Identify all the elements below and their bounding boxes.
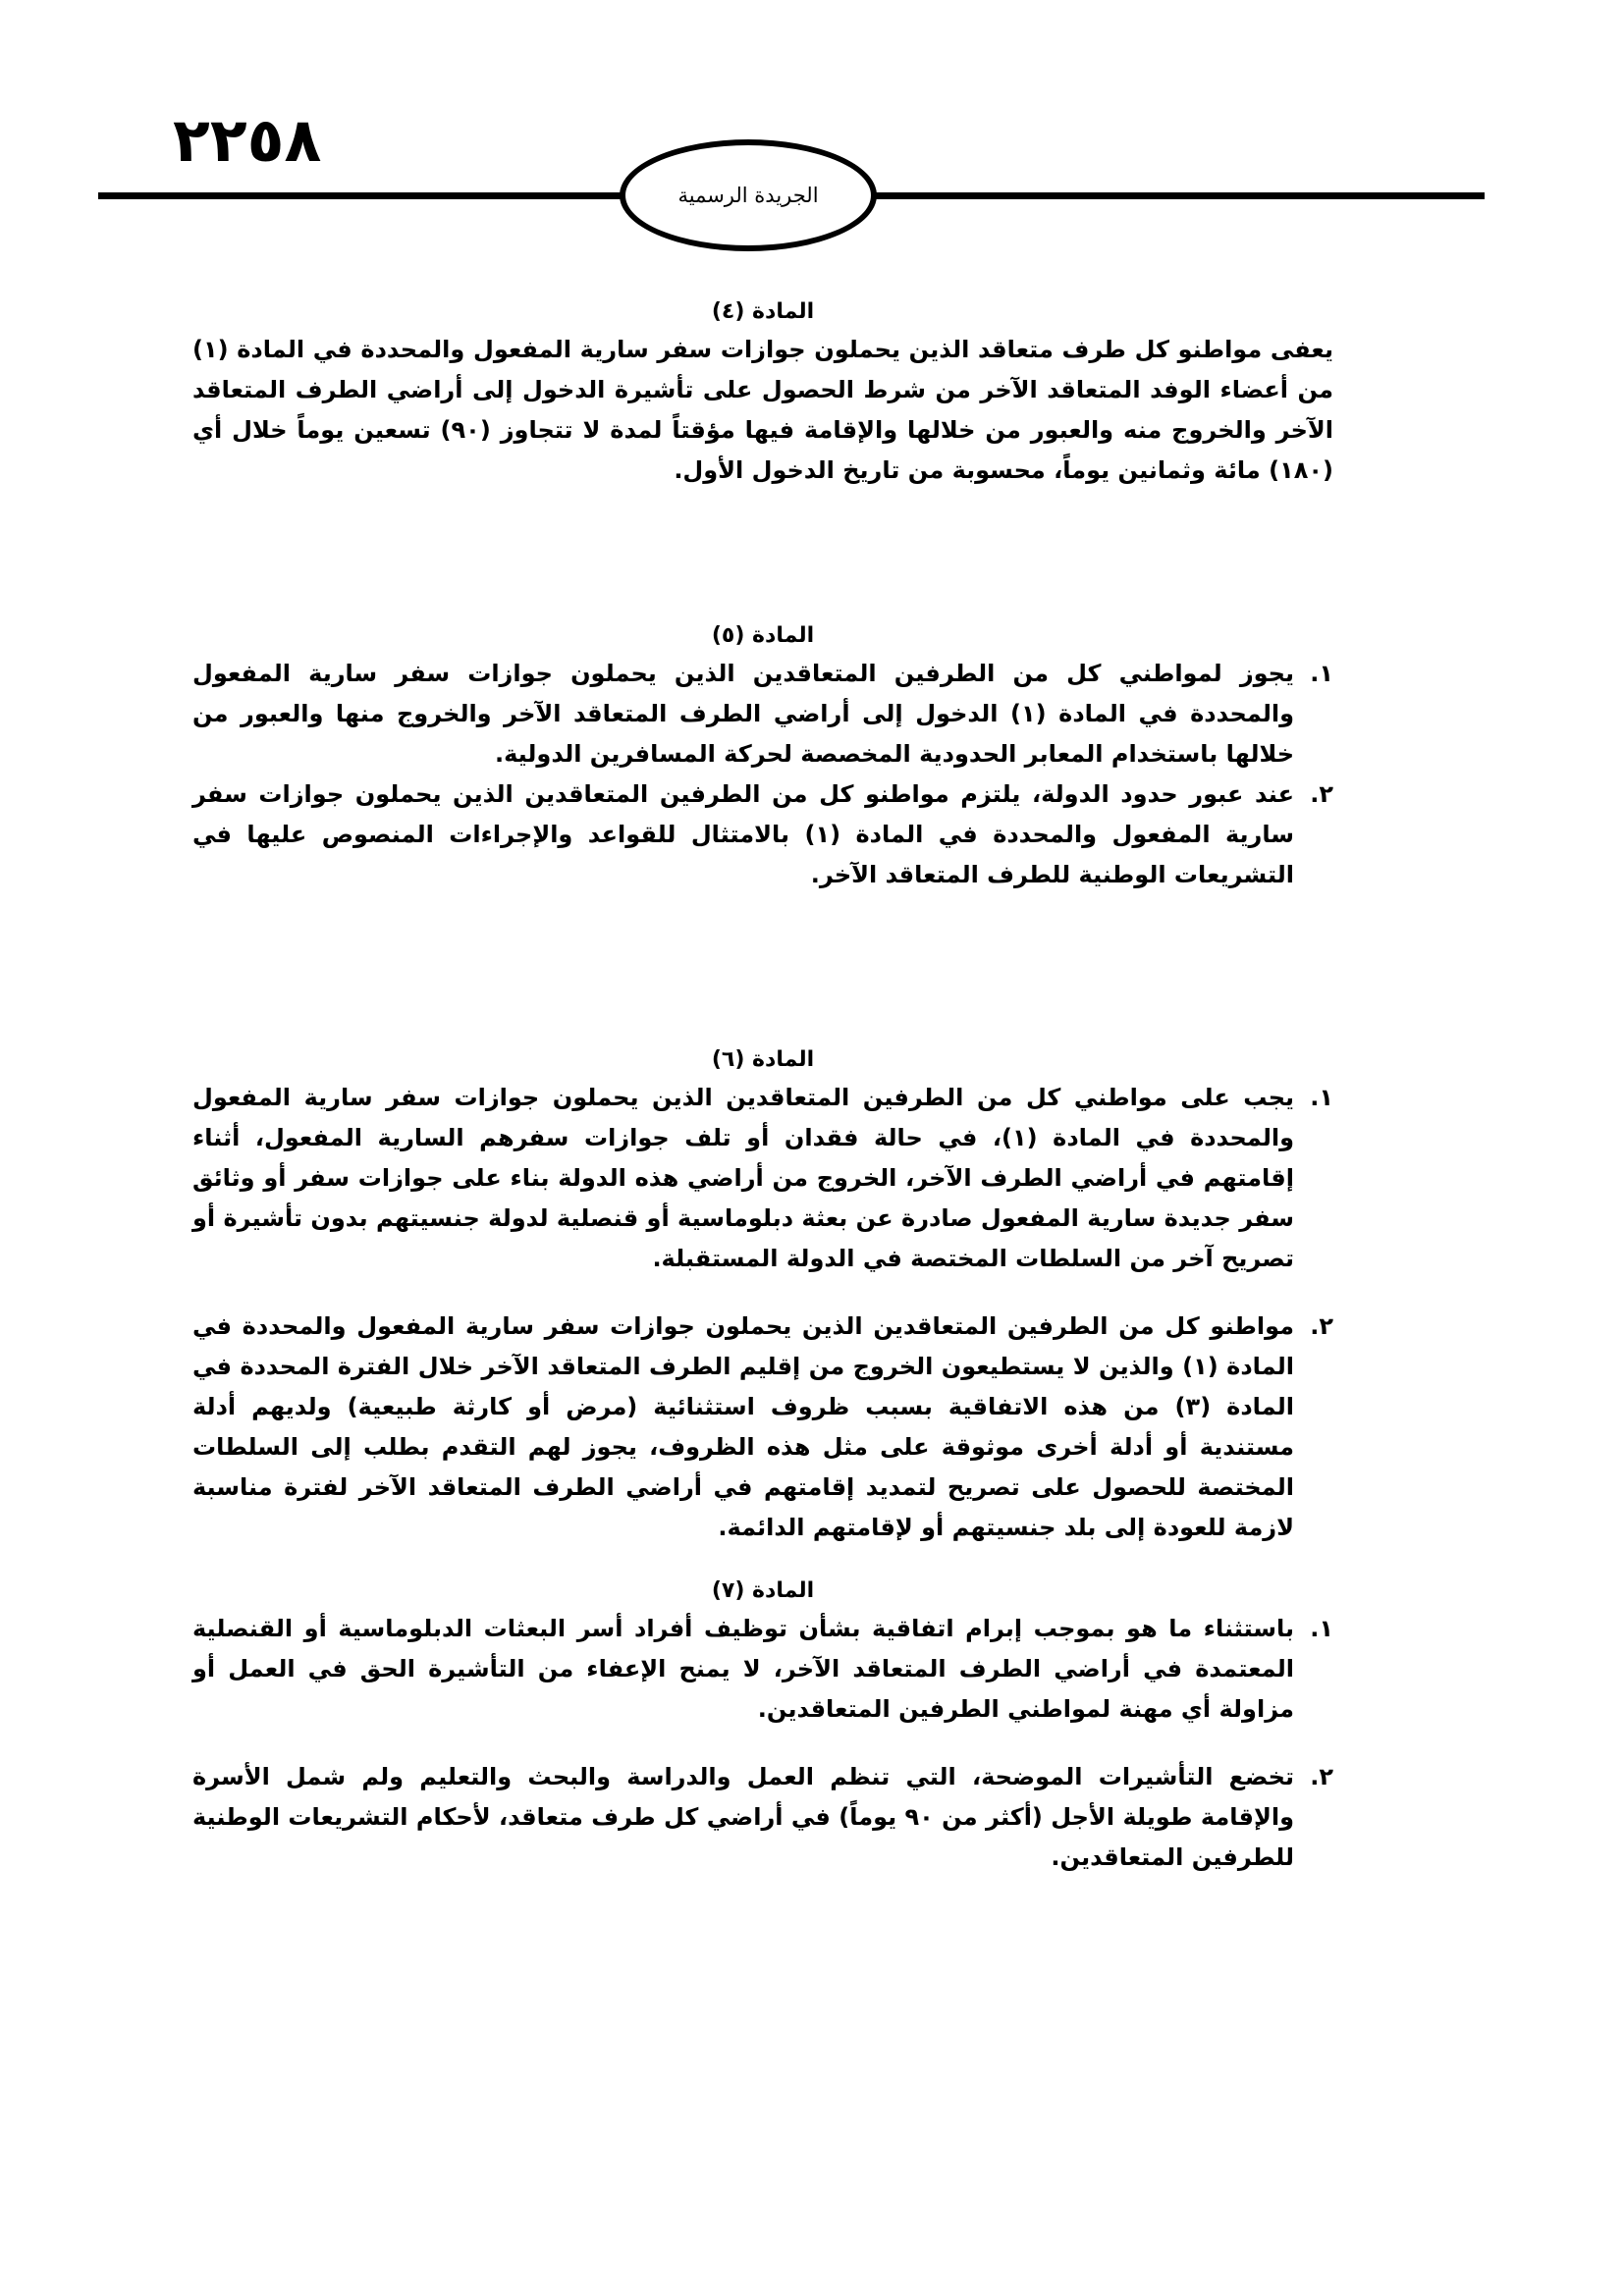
article-5 bbox=[192, 618, 1333, 895]
article-7 bbox=[192, 1574, 1333, 1878]
clause-number: ٢. bbox=[1310, 780, 1333, 808]
clause bbox=[192, 654, 1333, 774]
clause-text: يجب على مواطني كل من الطرفين المتعاقدين الذين يحملون جوازات سفر سارية المفعول والمحددة في المادة (١)، في حالة فقدان أو تلف جوازات سفرهم السارية المفعول، أثناء إقامتهم في أراضي الطرف الآخر، الخروج من أراضي هذه الدولة بناء على جوازات سفر أو وثائق سفر جديدة سارية المفعول صادرة عن بعثة دبلوماسية أو قنصلية لدولة جنسيتهم بدون تأشيرة أو تصريح آخر من السلطات المختصة في الدولة المستقبلة. bbox=[192, 1084, 1294, 1272]
article-4 bbox=[192, 294, 1333, 491]
clause-number: ٢. bbox=[1310, 1312, 1333, 1340]
clause bbox=[192, 1307, 1333, 1548]
clause-text: يجوز لمواطني كل من الطرفين المتعاقدين الذين يحملون جوازات سفر سارية المفعول والمحددة في المادة (١) الدخول إلى أراضي الطرف المتعاقد الآخر والخروج منها والعبور من خلالها باستخدام المعابر الحدودية المخصصة لحركة المسافرين الدولية. bbox=[192, 660, 1295, 768]
clause bbox=[192, 1757, 1333, 1878]
gazette-name: الجريدة الرسمية bbox=[677, 184, 819, 207]
spacer bbox=[192, 1730, 1333, 1757]
spacer bbox=[192, 1548, 1333, 1574]
document-body bbox=[192, 294, 1333, 1878]
clause-number: ١. bbox=[1310, 1084, 1333, 1111]
article-title: المادة (٦) bbox=[711, 1047, 815, 1072]
clause bbox=[192, 1078, 1333, 1279]
spacer bbox=[192, 895, 1333, 1042]
spacer bbox=[192, 1279, 1333, 1307]
article-6 bbox=[192, 1042, 1333, 1548]
clause-text: باستثناء ما هو بموجب إبرام اتفاقية بشأن توظيف أفراد أسر البعثات الدبلوماسية أو القنصلية المعتمدة في أراضي الطرف المتعاقد الآخر، لا يمنح الإعفاء من التأشيرة الحق في العمل أو مزاولة أي مهنة لمواطني الطرفين المتعاقدين. bbox=[192, 1615, 1294, 1723]
clause bbox=[192, 774, 1333, 895]
article-paragraph: يعفى مواطنو كل طرف متعاقد الذين يحملون جوازات سفر سارية المفعول والمحددة في المادة (١) من أعضاء الوفد المتعاقد الآخر من شرط الحصول على تأشيرة الدخول إلى أراضي الطرف المتعاقد الآخر والخروج منه والعبور من خلالها والإقامة فيها مؤقتاً لمدة لا تتجاوز (٩٠) تسعين يوماً خلال أي (١٨٠) مائة وثمانين يوماً، محسوبة من تاريخ الدخول الأول. bbox=[192, 336, 1333, 484]
clause bbox=[192, 1609, 1333, 1730]
clause-text: عند عبور حدود الدولة، يلتزم مواطنو كل من الطرفين المتعاقدين الذين يحملون جوازات سفر سارية المفعول والمحددة في المادة (١) بالامتثال للقواعد والإجراءات المنصوص عليها في التشريعات الوطنية للطرف المتعاقد الآخر. bbox=[192, 780, 1294, 888]
article-title: المادة (٥) bbox=[711, 623, 815, 648]
spacer bbox=[192, 491, 1333, 618]
clause-text: تخضع التأشيرات الموضحة، التي تنظم العمل والدراسة والبحث والتعليم ولم شمل الأسرة والإقامة طويلة الأجل (أكثر من ٩٠ يوماً) في أراضي كل طرف متعاقد، لأحكام التشريعات الوطنية للطرفين المتعاقدين. bbox=[192, 1763, 1294, 1871]
clause-number: ٢. bbox=[1310, 1763, 1333, 1790]
article-title: المادة (٤) bbox=[711, 299, 815, 324]
page-number: ٢٢٥٨ bbox=[173, 104, 322, 176]
clause-text: مواطنو كل من الطرفين المتعاقدين الذين يحملون جوازات سفر سارية المفعول والمحددة في المادة (١) والذين لا يستطيعون الخروج من إقليم الطرف المتعاقد الآخر خلال الفترة المحددة في المادة (٣) من هذه الاتفاقية بسبب ظروف استثنائية (مرض أو كارثة طبيعية) ولديهم أدلة مستندية أو أدلة أخرى موثوقة على مثل هذه الظروف، يجوز لهم التقدم بطلب إلى السلطات المختصة للحصول على تصريح لتمديد إقامتهم في أراضي الطرف المتعاقد الآخر لفترة مناسبة لازمة للعودة إلى بلد جنسيتهم أو لإقامتهم الدائمة. bbox=[192, 1312, 1294, 1541]
clause-number: ١. bbox=[1310, 660, 1333, 687]
article-title: المادة (٧) bbox=[711, 1578, 815, 1603]
clause-number: ١. bbox=[1310, 1615, 1333, 1642]
gazette-emblem bbox=[620, 139, 877, 251]
